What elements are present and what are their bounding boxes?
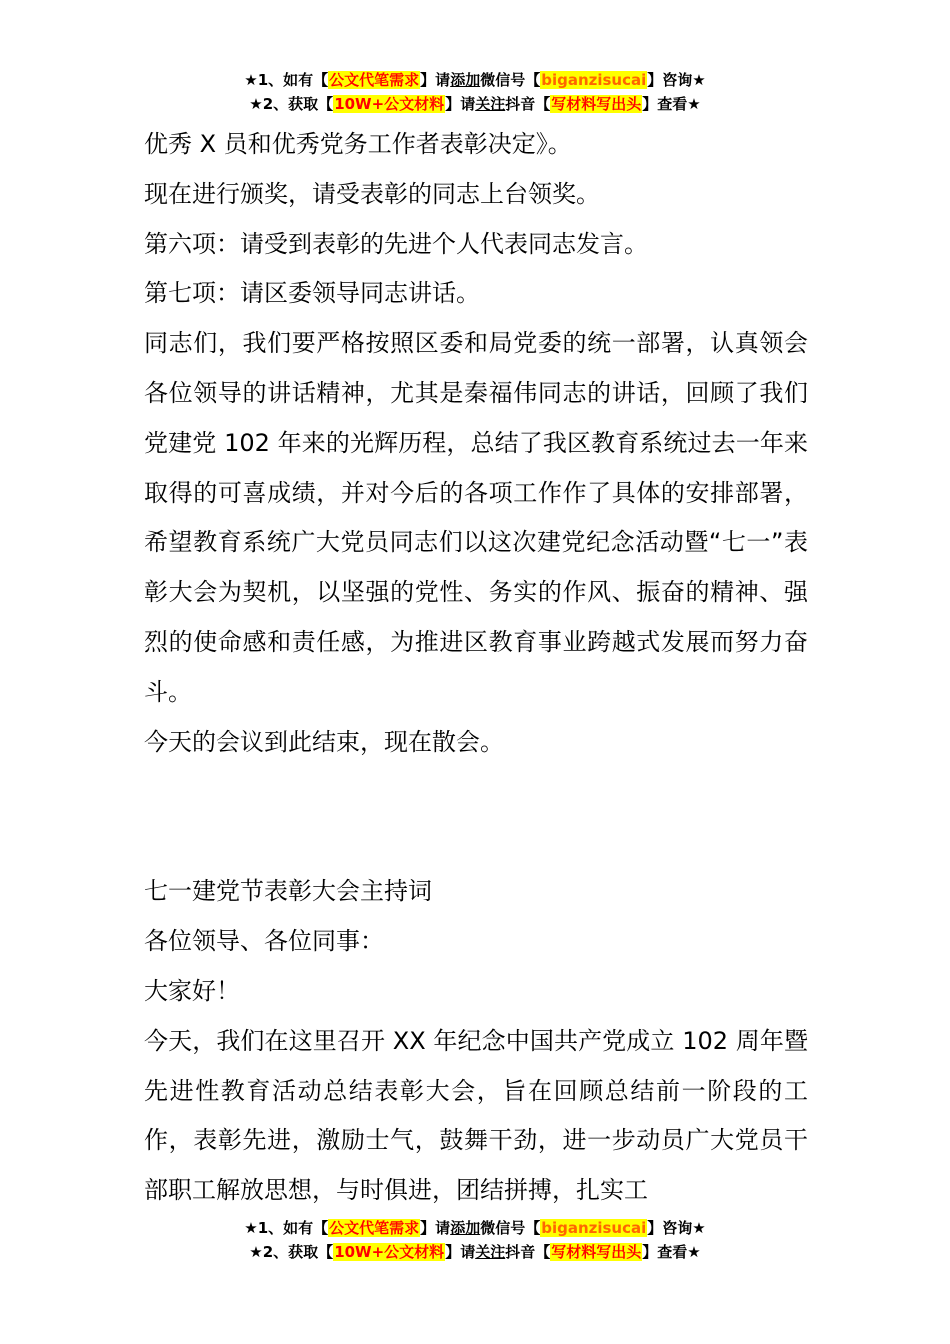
highlight-materials: 10W+公文材料 xyxy=(334,1243,445,1261)
highlight-ghostwriting: 公文代笔需求 xyxy=(329,71,420,89)
highlight-douyin-id: 写材料写出头 xyxy=(551,95,642,113)
section-gap xyxy=(144,767,808,867)
document-body xyxy=(144,120,808,1216)
banner-text: 抖音【 xyxy=(505,95,551,113)
banner-text: 】请 xyxy=(420,71,451,89)
top-banner xyxy=(0,68,950,116)
paragraph: 今天，我们在这里召开 XX 年纪念中国共产党成立 102 周年暨先进性教育活动总结表彰大会，旨在回顾总结前一阶段的工作，表彰先进，激励士气，鼓舞干劲，进一步动员广大党员干部职工解放思想，与时俱进，团结拼搏，扎实工 xyxy=(144,1026,808,1205)
highlight-wechat-id: biganzisucai xyxy=(541,1219,647,1237)
paragraph: 现在进行颁奖，请受表彰的同志上台领奖。 xyxy=(144,179,600,208)
banner-text: 】请 xyxy=(445,95,476,113)
paragraph: 今天的会议到此结束，现在散会。 xyxy=(144,727,504,756)
banner-emphasis: 关注 xyxy=(475,95,506,113)
paragraph: 第六项：请受到表彰的先进个人代表同志发言。 xyxy=(144,229,648,258)
banner-line-1 xyxy=(0,1216,950,1240)
paragraph: 同志们，我们要严格按照区委和局党委的统一部署，认真领会各位领导的讲话精神，尤其是秦福伟同志的讲话，回顾了我们党建党 102 年来的光辉历程，总结了我区教育系统过去一年来取得的可喜成绩，并对今后的各项工作作了具体的安排部署，希望教育系统广大党员同志们以这次建党纪念活动暨“七一”表彰大会为契机，以坚强的党性、务实的作风、振奋的精神、强烈的使命感和责任感，为推进区教育事业跨越式发展而努力奋斗。 xyxy=(144,329,808,706)
banner-line-2 xyxy=(0,92,950,116)
banner-text: 】请 xyxy=(445,1243,476,1261)
banner-text: 微信号【 xyxy=(480,71,541,89)
bottom-banner xyxy=(0,1216,950,1264)
paragraph: 各位领导、各位同事： xyxy=(144,927,384,956)
banner-text: ★1、如有【 xyxy=(244,1219,329,1237)
banner-text: 】请 xyxy=(420,1219,451,1237)
highlight-wechat-id: biganzisucai xyxy=(541,71,647,89)
banner-emphasis: 关注 xyxy=(475,1243,506,1261)
paragraph: 大家好！ xyxy=(144,976,240,1005)
banner-line-2 xyxy=(0,1240,950,1264)
banner-emphasis: 添加 xyxy=(450,1219,481,1237)
paragraph: 第七项：请区委领导同志讲话。 xyxy=(144,279,480,308)
paragraph: 优秀 X 员和优秀党务工作者表彰决定》。 xyxy=(144,130,572,158)
banner-text: ★1、如有【 xyxy=(244,71,329,89)
banner-text: 】查看★ xyxy=(642,95,701,113)
banner-text: 抖音【 xyxy=(505,1243,551,1261)
banner-emphasis: 添加 xyxy=(450,71,481,89)
banner-text: 】咨询★ xyxy=(647,71,706,89)
banner-text: 】咨询★ xyxy=(647,1219,706,1237)
section-title: 七一建党节表彰大会主持词 xyxy=(144,877,432,906)
banner-text: ★2、获取【 xyxy=(249,95,334,113)
banner-text: 微信号【 xyxy=(480,1219,541,1237)
banner-text: ★2、获取【 xyxy=(249,1243,334,1261)
highlight-materials: 10W+公文材料 xyxy=(334,95,445,113)
highlight-ghostwriting: 公文代笔需求 xyxy=(329,1219,420,1237)
banner-text: 】查看★ xyxy=(642,1243,701,1261)
banner-line-1 xyxy=(0,68,950,92)
highlight-douyin-id: 写材料写出头 xyxy=(551,1243,642,1261)
